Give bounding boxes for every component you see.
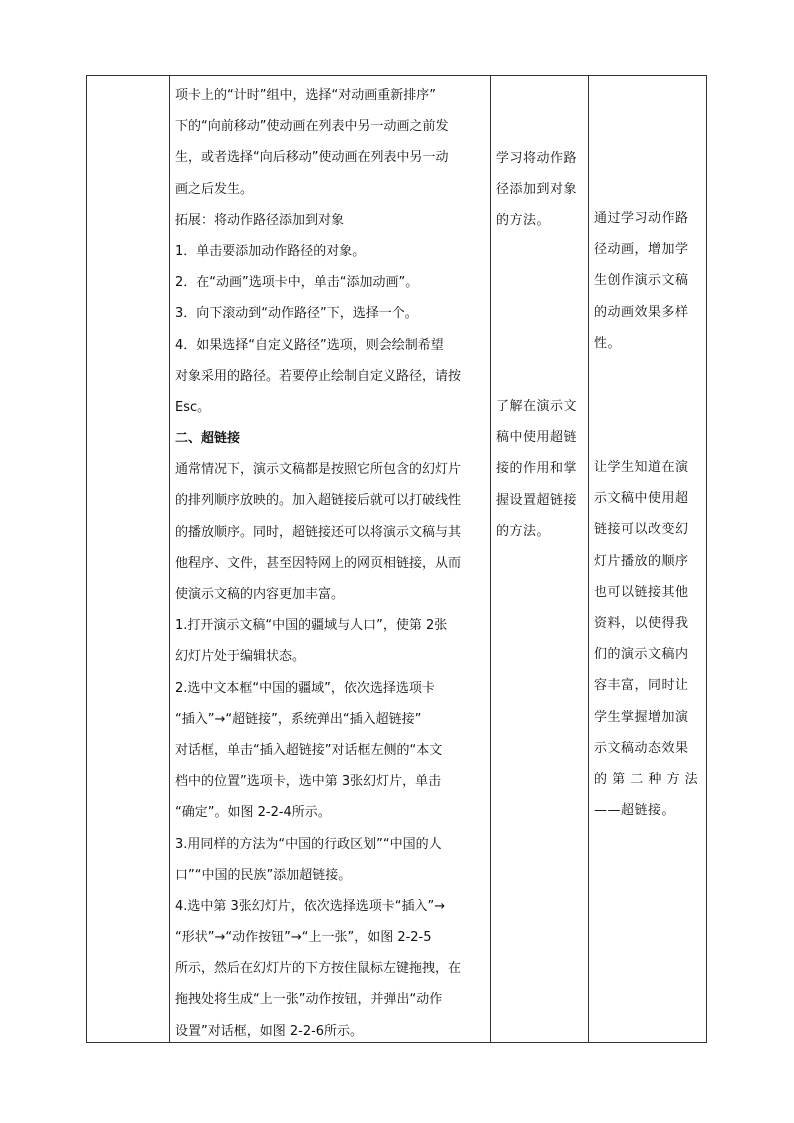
table-row <box>87 76 707 1043</box>
purpose-line: 学生掌握增加演 <box>594 709 689 725</box>
content-line: 3．向下滚动到“动作路径”下，选择一个。 <box>175 306 418 322</box>
purpose-line: 灯片播放的顺序 <box>594 553 689 569</box>
activity-line: 的方法。 <box>496 523 551 539</box>
content-line: 的排列顺序放映的。加入超链接后就可以打破线性 <box>175 493 462 509</box>
content-line: “形状”→“动作按钮”→“上一张”，如图 2-2-5 <box>175 930 432 946</box>
content-line: 档中的位置”选项卡，选中第 3张幻灯片，单击 <box>175 774 442 790</box>
column-stage-cell <box>87 76 170 1043</box>
content-line: 4．如果选择“自定义路径”选项，则会绘制希望 <box>175 337 444 353</box>
activity-line: 学习将动作路 <box>496 151 578 166</box>
purpose-line: 生创作演示文稿 <box>594 273 689 289</box>
activity-line: 接的作用和掌 <box>496 461 578 477</box>
content-line: 1.打开演示文稿“中国的疆域与人口”，使第 2张 <box>175 618 448 634</box>
purpose-line: ——超链接。 <box>594 803 676 819</box>
content-line: 设置”对话框，如图 2-2-6所示。 <box>175 1023 364 1039</box>
purpose-line: 也可以链接其他 <box>594 584 689 600</box>
content-line: 3.用同样的方法为“中国的行政区划”“中国的人 <box>175 836 442 852</box>
content-line: 项卡上的“计时”组中，选择“对动画重新排序” <box>175 88 436 103</box>
purpose-line: 们的演示文稿内 <box>594 647 689 663</box>
activity-line: 径添加到对象 <box>496 182 578 198</box>
content-line: 口”“中国的民族”添加超链接。 <box>175 867 352 883</box>
activity-line: 握设置超链接 <box>496 492 578 508</box>
purpose-line: 性。 <box>594 335 622 351</box>
purpose-line: 的动画效果多样 <box>594 304 689 320</box>
purpose-line: 的 第 二 种 方 法 <box>594 771 699 787</box>
purpose-line: 通过学习动作路 <box>594 211 689 226</box>
purpose-block-path <box>594 203 704 359</box>
column-purpose-cell <box>589 76 707 1043</box>
content-line: 的播放顺序。同时，超链接还可以将演示文稿与其 <box>175 524 462 540</box>
content-line: 生，或者选择“向后移动”使动画在列表中另一动 <box>175 150 449 166</box>
content-line: 使演示文稿的内容更加丰富。 <box>175 587 345 602</box>
purpose-line: 示文稿中使用超 <box>594 491 689 507</box>
content-line: 所示，然后在幻灯片的下方按住鼠标左键拖拽，在 <box>175 961 462 977</box>
column-activity-cell <box>491 76 589 1043</box>
content-line: 下的“向前移动”使动画在列表中另一动画之前发 <box>175 119 449 135</box>
column-content-cell <box>170 76 491 1043</box>
purpose-line: 让学生知道在演 <box>594 460 689 475</box>
content-line: 拖拽处将生成“上一张”动作按钮，并弹出“动作 <box>175 992 443 1008</box>
content-line: 拓展：将动作路径添加到对象 <box>175 212 345 228</box>
content-line: 画之后发生。 <box>175 181 254 197</box>
activity-block-hyperlink <box>496 391 586 547</box>
content-line: 2.选中文本框“中国的疆域”，依次选择选项卡 <box>175 680 435 696</box>
section-heading: 二、超链接 <box>175 431 241 447</box>
lesson-table <box>86 75 707 1043</box>
content-line: 4.选中第 3张幻灯片，依次选择选项卡“插入”→ <box>175 898 446 914</box>
activity-block-path <box>496 143 586 237</box>
content-line: 1．单击要添加动作路径的对象。 <box>175 243 366 259</box>
purpose-line: 径动画，增加学 <box>594 242 689 258</box>
activity-line: 的方法。 <box>496 213 551 229</box>
activity-line: 稿中使用超链 <box>496 430 578 446</box>
purpose-line: 示文稿动态效果 <box>594 740 689 756</box>
content-line: 他程序、文件，甚至因特网上的网页相链接，从而 <box>175 555 462 571</box>
content-line: 对话框，单击“插入超链接”对话框左侧的“本文 <box>175 742 443 758</box>
purpose-line: 资料，以使得我 <box>594 615 689 631</box>
purpose-line: 容丰富，同时让 <box>594 678 689 694</box>
content-line: Esc。 <box>175 399 211 415</box>
content-line: 对象采用的路径。若要停止绘制自定义路径，请按 <box>175 368 462 384</box>
content-line: “确定”。如图 2-2-4所示。 <box>175 805 331 821</box>
activity-line: 了解在演示文 <box>496 399 578 414</box>
content-lines <box>175 80 486 1047</box>
purpose-line: 链接可以改变幻 <box>594 522 689 538</box>
content-line: 通常情况下，演示文稿都是按照它所包含的幻灯片 <box>175 462 462 478</box>
content-line: 2．在“动画”选项卡中，单击“添加动画”。 <box>175 275 419 291</box>
content-line: 幻灯片处于编辑状态。 <box>175 649 306 665</box>
content-line: “插入”→“超链接”，系统弹出“插入超链接” <box>175 711 422 727</box>
purpose-block-hyperlink <box>594 452 704 826</box>
